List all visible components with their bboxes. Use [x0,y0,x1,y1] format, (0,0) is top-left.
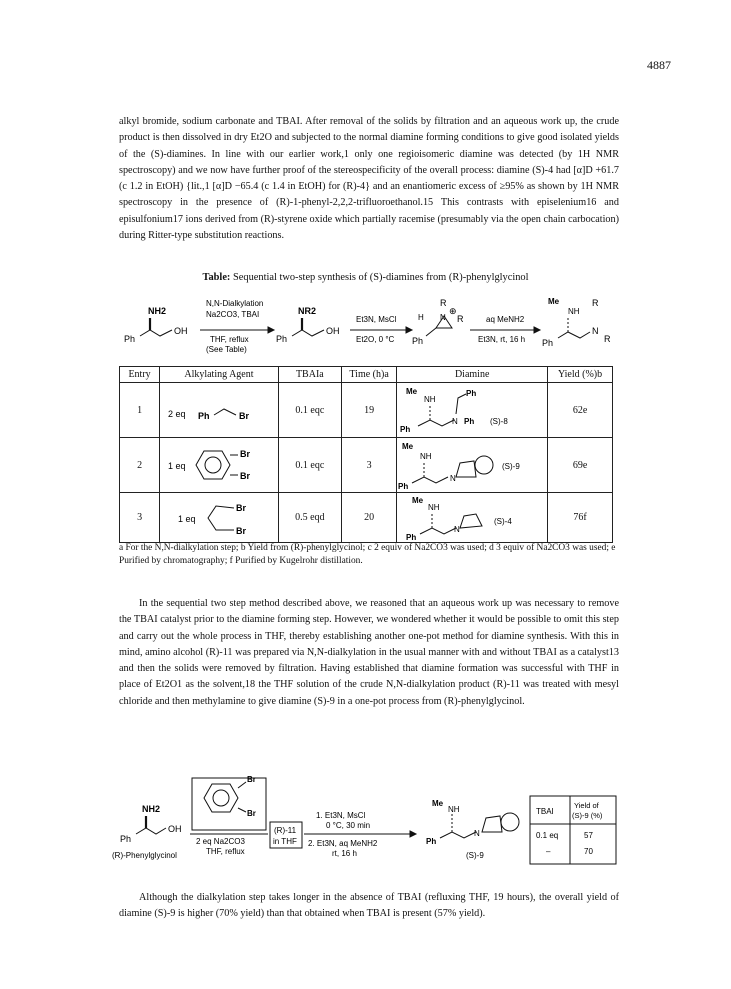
s1-pr-r2: R [604,334,611,344]
scheme-2 [110,770,630,880]
s2-tbl-r1a: 0.1 eq [536,831,559,840]
s2-c1: 2 eq Na2CO3 [196,837,245,846]
yield-cell: 76f [548,493,613,543]
benzyl-bromide-structure [164,395,274,425]
s1-int-oh: OH [326,326,340,336]
ph-label: Ph [400,425,411,434]
me-label: Me [412,495,424,505]
paragraph-3 [119,890,619,923]
diamine-label: (S)-9 [502,462,520,471]
th-entry: Entry [120,367,160,383]
s2-me: Me [432,799,444,808]
s2-tbl-h1: TBAI [536,807,554,816]
s1-sm-ph: Ph [124,334,136,344]
diamine-label: (S)-8 [490,417,508,426]
s2-br2: Br [247,809,256,818]
agent-eq: 1 eq [177,513,196,524]
me-label: Me [402,442,414,451]
s2-tbl-r2b: 70 [584,847,593,856]
s1-r3-bot: Et3N, rt, 16 h [478,335,526,344]
s1-r1-bot1: THF, reflux [210,335,249,344]
scheme-1 [110,290,630,362]
agent-br: Br [235,502,246,513]
s1-pr-n: N [592,326,599,336]
table-title-bold: Table: [202,272,231,283]
s2-sm-label: (R)-Phenylglycinol [112,851,177,860]
yield-cell: 69e [548,438,613,493]
table-title-rest: Sequential two-step synthesis of (S)-diamines from (R)-phenylglycinol [230,272,529,283]
diamine-8-structure [398,384,546,436]
s2-s2a: 2. Et3N, aq MeNH2 [308,839,378,848]
s2-box2: in THF [273,837,297,846]
agent-cell [160,438,279,493]
s1-az-r: R [440,298,447,308]
s1-int-ph: Ph [276,334,288,344]
entry-cell: 3 [120,493,160,543]
tbai-cell: 0.5 eqd [278,493,341,543]
n-label: N [452,417,458,426]
s1-sm-nh2: NH2 [148,306,167,316]
diamine-cell [397,383,548,438]
agent-br: Br [235,525,246,536]
s1-az-plus: ⊕ [449,306,457,316]
nh-label: NH [428,502,440,512]
s2-nh: NH [448,805,460,814]
s1-r2-top: Et3N, MsCl [356,315,397,324]
dibromobutane-structure [164,498,274,538]
agent-eq: 2 eq [167,409,186,419]
agent-br: Br [239,471,250,481]
paragraph-3-text: Although the dialkylation step takes longer in the absence of TBAI (refluxing THF, 19 hours), the overall yield of diamine (S)-9 is higher (70% yield) than that obtained when TBAI is present (57% yield). [119,892,619,920]
agent-cell [160,493,279,543]
s1-r3-top: aq MeNH2 [486,315,525,324]
s2-ph: Ph [120,834,132,844]
th-time: Time (h)a [341,367,396,383]
th-yield: Yield (%)b [548,367,613,383]
tbai-cell: 0.1 eqc [278,383,341,438]
diamine-4-structure [398,494,546,542]
s2-prod-label: (S)-9 [466,851,484,860]
s2-tbl-h2a: Yield of [574,801,599,810]
s2-pph: Ph [426,837,437,846]
diamine-label: (S)-4 [494,516,512,526]
nh-label: NH [424,395,436,404]
s2-c2: THF, reflux [206,847,245,856]
s2-s2b: rt, 16 h [332,849,357,858]
table-header-row [120,367,613,383]
s2-box1: (R)-11 [274,826,297,835]
th-tbai: TBAIa [278,367,341,383]
s1-int-nr2: NR2 [298,306,317,316]
agent-eq: 1 eq [167,461,186,471]
s2-br1: Br [247,775,256,784]
time-cell: 20 [341,493,396,543]
s2-nh2: NH2 [142,804,161,814]
s1-az-rr: R [457,314,464,324]
yield-cell: 62e [548,383,613,438]
s2-tbl-h2b: (S)-9 (%) [572,811,603,820]
time-cell: 3 [341,438,396,493]
s2-n: N [474,829,480,838]
s1-r2-bot: Et2O, 0 °C [356,335,395,344]
entry-cell: 1 [120,383,160,438]
diamine-9-structure [398,439,546,491]
diamine-table [119,366,613,543]
diamine-cell [397,438,548,493]
s1-az-n: N [440,313,446,322]
s1-az-ph: Ph [412,336,424,346]
me-label: Me [406,387,418,396]
s2-tbl-r1b: 57 [584,831,593,840]
paragraph-2-text: In the sequential two step method described above, we reasoned that an aqueous work up was necessary to remove the TBAI catalyst prior to the diamine forming step. However, we wondered whether it would be possible to omit this step and carry out the whole process in THF, thereby establishing another one-pot method for diamine synthesis. With this in mind, amino alcohol (R)-11 was prepared via N,N-dialkylation in the usual manner with and without TBAI as a catalyst13 and then the solids were removed by filtration. Having established that diamine formation was successful with THF in place of Et2O1 as the solvent,18 the THF solution of the crude N,N-dialkylation product (R)-11 was treated with mesyl chloride and then methylamine to give diamine (S)-9 in a one-pot process from (R)-phenylglycinol. [119,598,619,707]
entry-cell: 2 [120,438,160,493]
s2-s1b: 0 °C, 30 min [326,821,371,830]
th-diamine: Diamine [397,367,548,383]
tbai-cell: 0.1 eqc [278,438,341,493]
agent-cell [160,383,279,438]
nh-label: NH [420,452,432,461]
table-row [120,438,613,493]
n-label: N [450,474,456,483]
ph-label: Ph [464,417,475,426]
s2-oh: OH [168,824,182,834]
paragraph-1-text: alkyl bromide, sodium carbonate and TBAI. After removal of the solids by filtration and an aqueous work up, the crude product is then dissolved in dry Et2O and subjected to the normal diamine forming conditions to give good isolated yields of the (S)-diamines. In line with our earlier work,1 only one regioisomeric diamine was detected (by 1H NMR spectroscopy) and we now have further proof of the stereospecificity of the overall process: diamine (S)-4 had [α]D +61.7 (c 1.2 in EtOH) {lit.,1 [α]D −65.4 (c 1.4 in EtOH) for (R)-4} and an enantiomeric excess of ≥95% as shown by 1H NMR spectroscopy in the presence of (R)-1-phenyl-2,2,2-trifluoroethanol.15 This contrasts with episelenium16 and episulfonium17 ions derived from (R)-styrene oxide which partially racemise (presumably via the open chain carbocation) during Ritter-type substitution reactions. [119,116,619,242]
table-row [120,493,613,543]
agent-br: Br [238,411,249,421]
ph-label: Ph [398,482,409,491]
n-label: N [454,524,460,534]
s1-pr-r1: R [592,298,599,308]
table-footnote: a For the N,N-dialkylation step; b Yield from (R)-phenylglycinol; c 2 equiv of Na2CO3 was used; d 3 equiv of Na2CO3 was used; e Purified by chromatography; f Purified by Kugelrohr distillation. [119,543,616,566]
s1-r1-bot2: (See Table) [206,345,247,354]
s2-s1a: 1. Et3N, MsCl [316,811,366,820]
s1-r1-top2: Na2CO3, TBAI [206,310,260,319]
paragraph-1 [119,114,619,244]
s1-sm-oh: OH [174,326,188,336]
paragraph-2 [119,596,619,710]
xylylene-dibromide-structure [164,443,274,487]
page-number: 4887 [647,58,671,72]
s1-pr-ph: Ph [542,338,554,348]
agent-ph: Ph [197,411,210,421]
ph-label: Ph [406,532,417,542]
diamine-cell [397,493,548,543]
s1-pr-nh: NH [568,307,580,316]
table-title [0,272,731,283]
agent-br: Br [239,449,250,459]
table-row [120,383,613,438]
ph-label: Ph [466,389,477,398]
s1-pr-me: Me [548,297,560,306]
s1-r1-top1: N,N-Dialkylation [206,299,264,308]
time-cell: 19 [341,383,396,438]
s1-az-h: H [418,313,424,322]
th-agent: Alkylating Agent [160,367,279,383]
s2-tbl-r2a: – [546,847,551,856]
